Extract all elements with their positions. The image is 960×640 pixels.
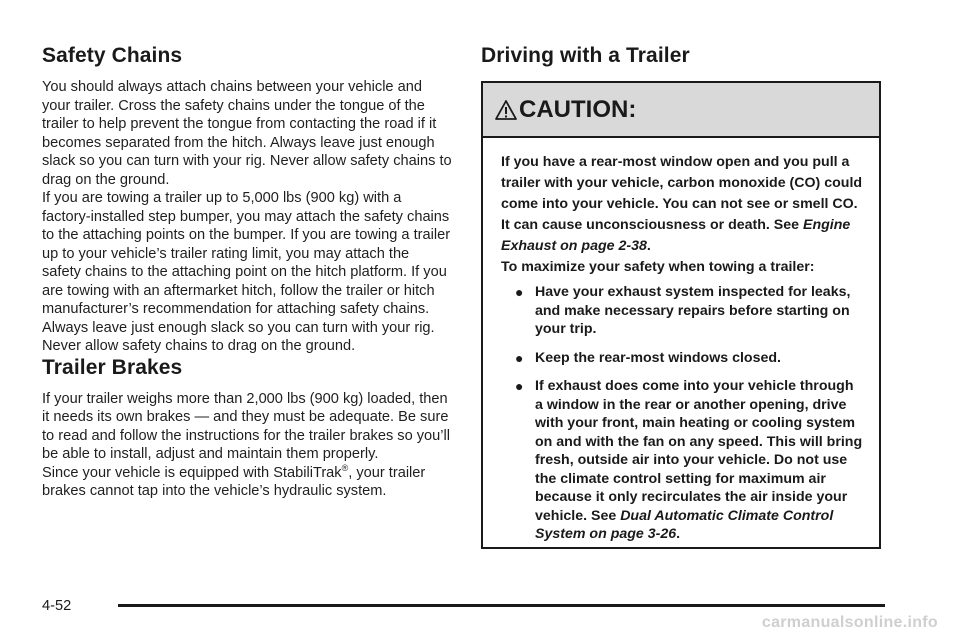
watermark: carmanualsonline.info — [761, 614, 938, 631]
bullet-dot-icon: ● — [515, 349, 524, 366]
driving-with-trailer-heading: Driving with a Trailer — [481, 44, 690, 67]
bullet-item-end: . — [676, 526, 681, 542]
maximize-safety-line: To maximize your safety when towing a trailer: — [501, 259, 815, 275]
warning-triangle-icon — [495, 99, 517, 121]
registered-mark: ® — [341, 462, 349, 473]
bullet-item-text: If exhaust does come into your vehicle through a window in the rear or another opening, drive with your front, main heating or cooling system on and with the fan on any speed. This will bring fresh, outside air into your vehicle. Do not use the climate control setting for maximum air because it only recirculates the air inside your vehicle. See — [535, 378, 863, 524]
caution-title: CAUTION: — [519, 95, 637, 123]
bullet-item-exhaust-enters — [515, 377, 865, 544]
stabilitrak-text: Since your vehicle is equipped with StabiliTrak — [42, 464, 342, 481]
footer-divider — [118, 604, 885, 607]
safety-chains-paragraph-1: You should always attach chains between your vehicle and your trailer. Cross the safety chains under the tongue of the trailer to help prevent the tongue from contacting the road if it becomes separated from the hitch. Always leave just enough slack so you can turn with your rig. Never allow safety chains to drag on the ground. — [42, 79, 452, 188]
caution-intro — [501, 152, 865, 257]
caution-header — [483, 83, 879, 138]
safety-chains-heading: Safety Chains — [42, 44, 183, 67]
bullet-dot-icon: ● — [515, 284, 524, 300]
bullet-item-inspect-exhaust — [515, 283, 865, 339]
climate-control-reference: Dual Automatic Climate Control System on page 3-26 — [535, 507, 834, 542]
bullet-dot-icon: ● — [515, 378, 524, 394]
caution-intro-text: If you have a rear-most window open and you pull a trailer with your vehicle, carbon monoxide (CO) could come into your vehicle. You can not see or smell CO. It can cause unconsciousness or death. See — [501, 154, 863, 233]
caution-box — [481, 81, 881, 549]
caution-bullet-list — [501, 283, 865, 544]
bullet-item-windows-closed — [515, 349, 865, 368]
bullet-item-text: Keep the rear-most windows closed. — [535, 349, 781, 366]
safety-chains-paragraph-2: If you are towing a trailer up to 5,000 lbs (900 kg) with a factory-installed step bumper, you may attach the safety chains to the attaching points on the bumper. If you are towing a trailer up to your vehicle’s trailer rating limit, you may attach the safety chains to the attaching point on the hitch platform. If you are towing with an aftermarket hitch, follow the trailer or hitch manufacturer’s recommendation for attaching safety chains. Always leave just enough slack so you can turn with your rig. Never allow safety chains to drag on the ground. — [42, 190, 451, 354]
trailer-brakes-heading: Trailer Brakes — [42, 355, 183, 379]
caution-intro-end: . — [646, 238, 651, 254]
right-column — [481, 44, 885, 549]
page-number: 4-52 — [42, 598, 72, 614]
trailer-brakes-paragraph-2 — [42, 464, 452, 501]
caution-body — [483, 138, 879, 544]
trailer-brakes-paragraph-1: If your trailer weighs more than 2,000 lbs (900 kg) loaded, then it needs its own brakes — and they must be adequate. Be sure to read and follow the instructions for the trailer brakes so you’ll be able to install, adjust and maintain them properly. — [42, 390, 451, 462]
left-column — [42, 44, 452, 501]
engine-exhaust-reference: Engine Exhaust on page 2-38 — [501, 217, 851, 254]
stabilitrak-text-end: , your trailer brakes cannot tap into the vehicle’s hydraulic system. — [42, 464, 426, 499]
bullet-item-text: Have your exhaust system inspected for leaks, and make necessary repairs before starting on your trip. — [535, 284, 851, 337]
